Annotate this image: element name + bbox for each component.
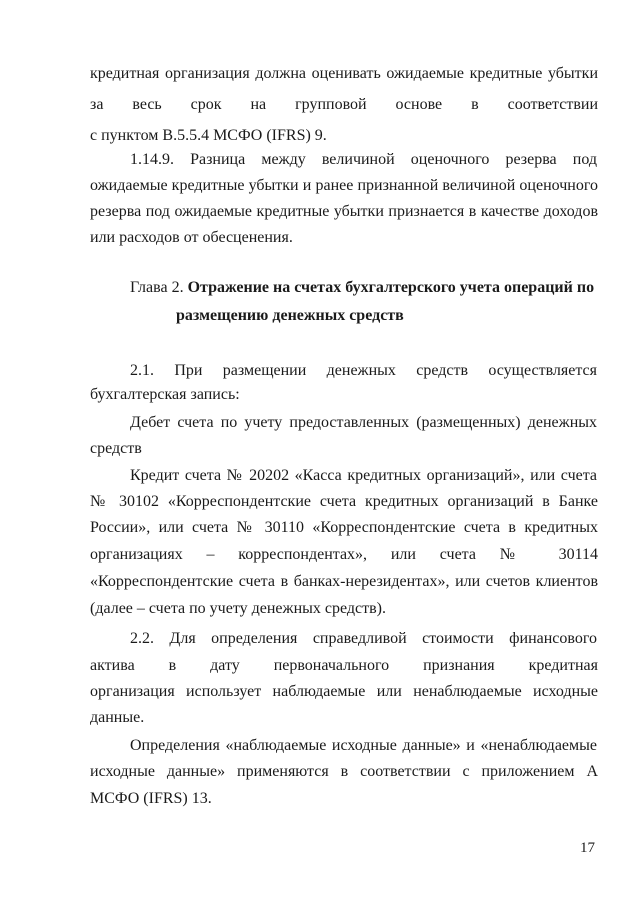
paragraph-2-line-4: или расходов от обесценения. (90, 229, 293, 246)
chapter-title-line-2: размещению денежных средств (176, 307, 404, 324)
paragraph-3-line-2: бухгалтерская запись: (90, 386, 240, 403)
paragraph-1-line-1: кредитная организация должна оценивать ожидаемые кредитные убытки (90, 65, 598, 82)
paragraph-4-line-2: средств (90, 440, 142, 457)
chapter-heading-line-2 (176, 306, 404, 326)
paragraph-5-line-6: (далее – счета по учету денежных средств). (90, 600, 386, 617)
paragraph-2-line-2: ожидаемые кредитные убытки и ранее признанной величиной оценочного (90, 177, 598, 194)
paragraph-3-line-1: 2.1. При размещении денежных средств осуществляется (130, 362, 597, 379)
paragraph-5-line-2: № 30102 «Корреспондентские счета кредитных организаций в Банке (90, 493, 598, 510)
page-number: 17 (580, 840, 595, 856)
paragraph-6-line-1: 2.2. Для определения справедливой стоимости финансового (130, 630, 597, 647)
paragraph-5-line-1: Кредит счета № 20202 «Касса кредитных организаций», или счета (130, 467, 597, 484)
paragraph-6-line-4: данные. (90, 709, 145, 726)
paragraph-5-line-3: России», или счета № 30110 «Корреспондентские счета в кредитных (90, 519, 598, 536)
paragraph-6-line-2: актива в дату первоначального признания кредитная (90, 657, 598, 674)
paragraph-4-line-1: Дебет счета по учету предоставленных (размещенных) денежных (130, 414, 597, 431)
paragraph-2-line-1: 1.14.9. Разница между величиной оценочного резерва под (130, 151, 597, 168)
paragraph-1-line-2: за весь срок на групповой основе в соответствии (90, 96, 598, 113)
paragraph-7-line-1: Определения «наблюдаемые исходные данные» и «ненаблюдаемые (130, 737, 597, 754)
chapter-heading-line-1 (130, 278, 594, 298)
chapter-label: Глава 2. (130, 279, 184, 296)
paragraph-7-line-2: исходные данные» применяются в соответствии с приложением А (90, 763, 598, 780)
paragraph-6-line-3: организация использует наблюдаемые или ненаблюдаемые исходные (90, 683, 598, 700)
paragraph-1-line-3: с пунктом B.5.5.4 МСФО (IFRS) 9. (90, 127, 327, 144)
paragraph-7-line-3: МСФО (IFRS) 13. (90, 790, 212, 807)
chapter-title-line-1: Отражение на счетах бухгалтерского учета операций по (187, 279, 595, 296)
paragraph-2-line-3: резерва под ожидаемые кредитные убытки признается в качестве доходов (90, 203, 598, 220)
paragraph-5-line-4: организациях – корреспондентах», или счета № 30114 (90, 546, 598, 563)
paragraph-5-line-5: «Корреспондентские счета в банках-нерезидентах», или счетов клиентов (90, 573, 598, 590)
